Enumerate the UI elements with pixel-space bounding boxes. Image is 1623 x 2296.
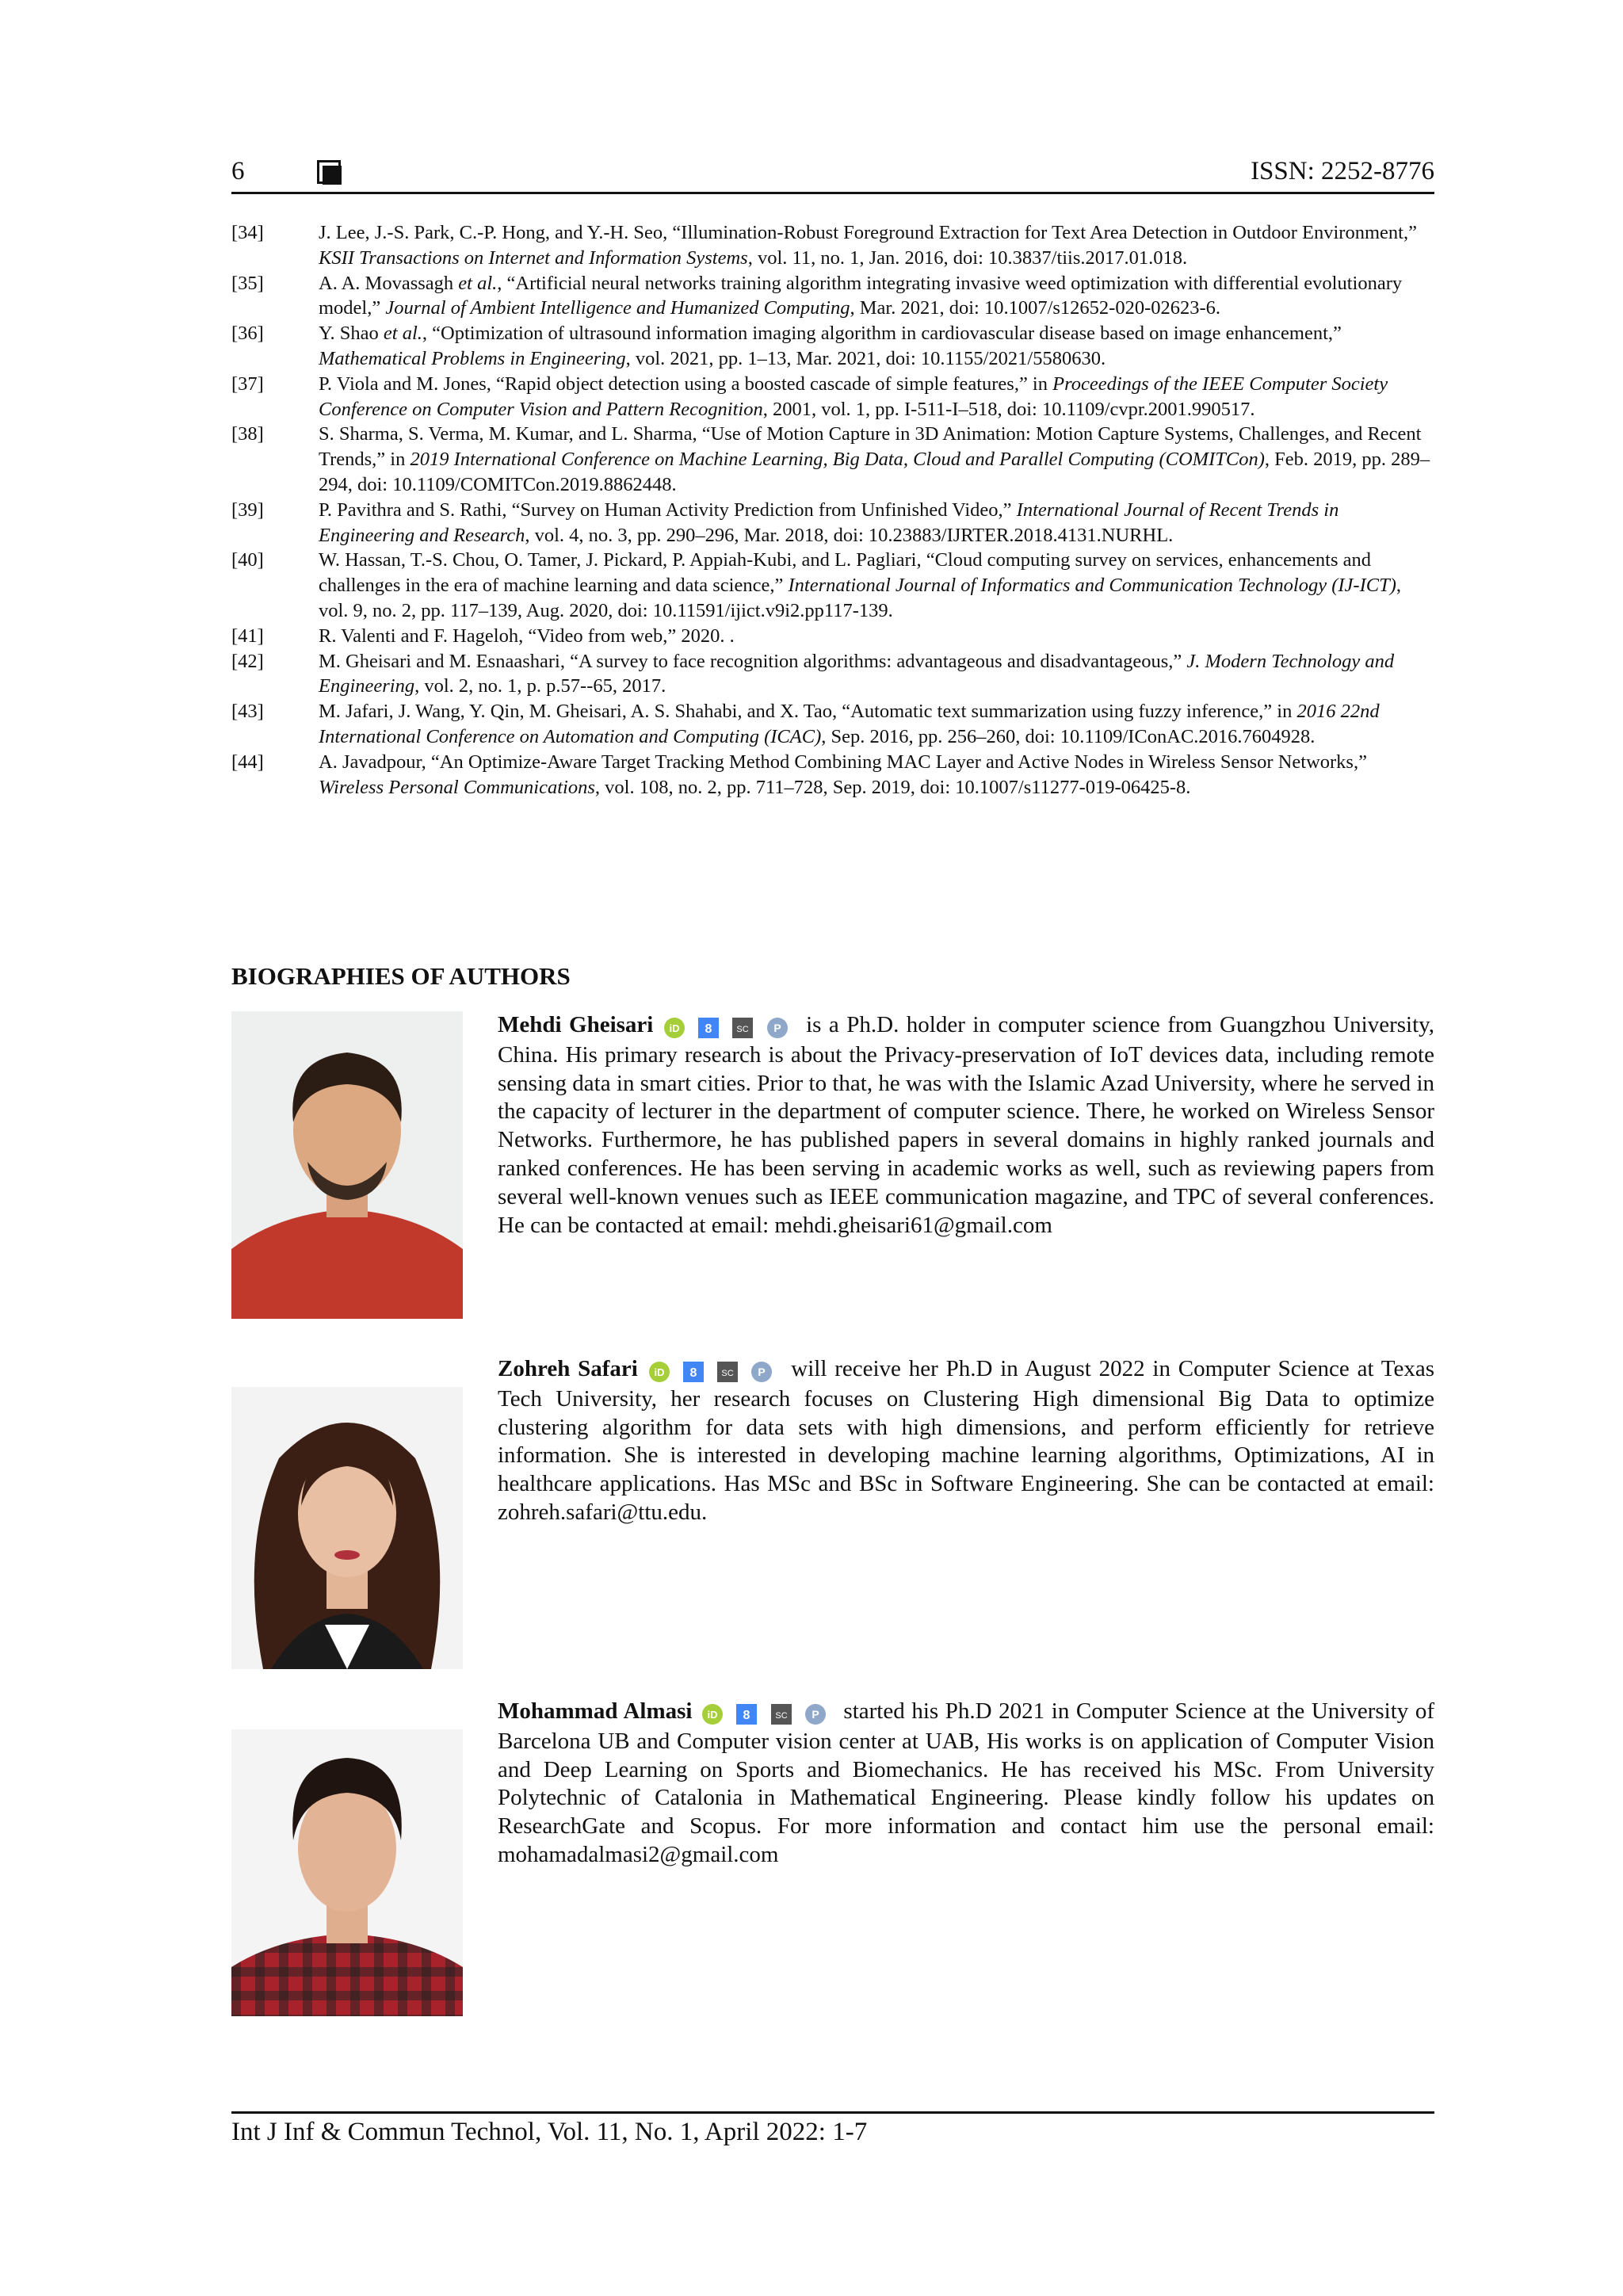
reference-text: [319, 624, 1434, 649]
reference-text: [319, 321, 1434, 372]
reference-italic-segment: Journal of Ambient Intelligence and Humanized Computing: [385, 297, 850, 319]
author-photo: [231, 1729, 463, 2016]
publons-icon[interactable]: [805, 1704, 826, 1725]
reference-item: [231, 548, 1434, 623]
reference-italic-segment: 2016 22nd International Conference on Automation and Computing (ICAC): [319, 701, 1380, 747]
reference-segment: R. Valenti and F. Hageloh, “Video from web,” 2020. .: [319, 625, 735, 647]
author-profile-links: [702, 1699, 834, 1728]
reference-text: [319, 271, 1434, 322]
reference-italic-segment: et al.: [383, 323, 422, 345]
biographies-heading: BIOGRAPHIES OF AUTHORS: [231, 962, 571, 990]
reference-segment: A. Javadpour, “An Optimize-Aware Target Tracking Method Combining MAC Layer and Active Nodes in Wireless Sensor Networks,”: [319, 751, 1367, 773]
reference-text: [319, 220, 1434, 271]
reference-text: [319, 699, 1434, 750]
author-photo: [231, 1387, 463, 1669]
reference-segment: , “Optimization of ultrasound information imaging algorithm in cardiovascular disease based on image enhancement,”: [422, 323, 1342, 345]
reference-italic-segment: J. Modern Technology and Engineering: [319, 650, 1395, 697]
reference-segment: , Sep. 2016, pp. 256–260, doi: 10.1109/IConAC.2016.7604928.: [821, 725, 1316, 747]
reference-number: [39]: [231, 499, 264, 521]
svg-text:iD: iD: [654, 1366, 665, 1379]
reference-number: [37]: [231, 372, 264, 395]
reference-segment: , Mar. 2021, doi: 10.1007/s12652-020-02623-6.: [850, 297, 1221, 319]
google-scholar-icon[interactable]: [736, 1704, 757, 1725]
reference-segment: A. A. Movassagh: [319, 272, 459, 294]
reference-item: [231, 422, 1434, 497]
square-bullet-icon: [317, 160, 341, 184]
reference-italic-segment: 2019 International Conference on Machine Learning, Big Data, Cloud and Parallel Computing (COMITCon): [410, 449, 1265, 471]
publons-icon[interactable]: [767, 1018, 788, 1038]
reference-item: [231, 372, 1434, 422]
reference-italic-segment: Wireless Personal Communications: [319, 776, 595, 798]
google-scholar-icon[interactable]: [683, 1362, 704, 1382]
reference-segment: , vol. 2021, pp. 1–13, Mar. 2021, doi: 10.1155/2021/5580630.: [625, 347, 1106, 369]
author-name: Mehdi Gheisari: [498, 1012, 654, 1037]
reference-text: [319, 498, 1434, 548]
reference-item: [231, 649, 1434, 700]
reference-italic-segment: KSII Transactions on Internet and Information Systems: [319, 246, 748, 269]
author-bio-text: [498, 1355, 1434, 1527]
author-description: started his Ph.D 2021 in Computer Science at the University of Barcelona UB and Computer vision center at UAB, His works is on application of Computer Vision and Deep Learning on Sports and Biomechanics. He has received his MSc. From University Polytechnic of Catalonia in Mathematical Engineering. Please kindly follow his updates on ResearchGate and Scopus. For more information and contact him use the personal email: mohamadalmasi2@gmail.com: [498, 1698, 1435, 1867]
reference-segment: W. Hassan, T.-S. Chou, O. Tamer, J. Pickard, P. Appiah-Kubi, and L. Pagliari, “Cloud computing survey on services, enhancements and challenges in the era of machine learning and data science,”: [319, 549, 1372, 597]
orcid-icon[interactable]: [702, 1704, 723, 1725]
reference-segment: P. Viola and M. Jones, “Rapid object detection using a boosted cascade of simple features,” in: [319, 372, 1053, 395]
reference-segment: M. Gheisari and M. Esnaashari, “A survey to face recognition algorithms: advantageous and disadvantageous,”: [319, 650, 1187, 672]
svg-text:8: 8: [689, 1366, 697, 1381]
reference-segment: , vol. 108, no. 2, pp. 711–728, Sep. 2019, doi: 10.1007/s11277-019-06425-8.: [594, 776, 1191, 798]
issn-label: ISSN: 2252-8776: [1251, 157, 1434, 185]
reference-text: [319, 649, 1434, 700]
journal-footer: Int J Inf & Commun Technol, Vol. 11, No. 1, April 2022: 1-7: [231, 2118, 868, 2146]
reference-text: [319, 372, 1434, 422]
orcid-icon[interactable]: [649, 1362, 670, 1382]
reference-number: [34]: [231, 222, 264, 243]
author-description: is a Ph.D. holder in computer science from Guangzhou University, China. His primary research is about the Privacy-preservation of IoT devices data, including remote sensing data in smart cities. Prior to that, he was with the Islamic Azad University, where he served in the capacity of lecturer in the department of computer science. There, he worked on Wireless Sensor Networks. Furthermore, he has published papers in several domains in highly ranked journals and ranked conferences. He has been serving in academic works as well, such as reviewing papers from several well-known venues such as IEEE communication magazine, and TPC of several conferences. He can be contacted at email: mehdi.gheisari61@gmail.com: [498, 1012, 1435, 1238]
reference-number: [36]: [231, 323, 264, 345]
reference-item: [231, 220, 1434, 271]
reference-italic-segment: Mathematical Problems in Engineering: [319, 347, 626, 369]
svg-text:P: P: [773, 1022, 781, 1035]
reference-italic-segment: International Journal of Recent Trends in Engineering and Research: [319, 499, 1339, 546]
svg-text:P: P: [758, 1366, 766, 1379]
author-name: Zohreh Safari: [498, 1356, 638, 1381]
page-number: 6: [231, 157, 245, 185]
reference-italic-segment: et al.: [458, 272, 498, 294]
reference-segment: , vol. 2, no. 1, p. p.57--65, 2017.: [414, 675, 666, 697]
svg-text:8: 8: [743, 1709, 750, 1723]
reference-segment: , 2001, vol. 1, pp. I-511-I–518, doi: 10.1109/cvpr.2001.990517.: [762, 398, 1255, 420]
svg-text:SC: SC: [736, 1025, 749, 1035]
footer-divider: [231, 2111, 1434, 2114]
page-header: [231, 157, 1434, 193]
svg-text:P: P: [812, 1708, 819, 1721]
svg-text:iD: iD: [707, 1709, 718, 1721]
author-photo: [231, 1011, 463, 1319]
orcid-icon[interactable]: [664, 1018, 685, 1038]
reference-segment: M. Jafari, J. Wang, Y. Qin, M. Gheisari, A. S. Shahabi, and X. Tao, “Automatic text summarization using fuzzy inference,” in: [319, 701, 1297, 723]
publons-icon[interactable]: [751, 1362, 772, 1382]
reference-item: [231, 699, 1434, 750]
reference-segment: , “Artificial neural networks training algorithm integrating invasive weed optimization with differential evolutionary model,”: [319, 272, 1403, 319]
reference-segment: S. Sharma, S. Verma, M. Kumar, and L. Sharma, “Use of Motion Capture in 3D Animation: Motion Capture Systems, Challenges, and Recent Trends,” in: [319, 423, 1422, 471]
reference-text: [319, 750, 1434, 800]
reference-number: [38]: [231, 423, 264, 445]
reference-list: [231, 220, 1434, 800]
reference-segment: , vol. 4, no. 3, pp. 290–296, Mar. 2018, doi: 10.23883/IJRTER.2018.4131.NURHL.: [525, 524, 1174, 546]
reference-number: [35]: [231, 272, 264, 294]
author-bio-text: [498, 1698, 1434, 1870]
reference-item: [231, 624, 1434, 649]
author-bio-text: [498, 1011, 1434, 1240]
reference-item: [231, 498, 1434, 548]
reference-text: [319, 422, 1434, 497]
svg-text:iD: iD: [669, 1022, 680, 1035]
scopus-icon[interactable]: [771, 1704, 792, 1725]
svg-text:SC: SC: [774, 1711, 788, 1721]
scopus-icon[interactable]: [717, 1362, 738, 1382]
google-scholar-icon[interactable]: [698, 1018, 719, 1038]
reference-italic-segment: Proceedings of the IEEE Computer Society Conference on Computer Vision and Pattern Recognition: [319, 372, 1388, 420]
reference-segment: P. Pavithra and S. Rathi, “Survey on Human Activity Prediction from Unfinished Video,”: [319, 499, 1017, 521]
reference-item: [231, 321, 1434, 372]
reference-segment: , Feb. 2019, pp. 289–294, doi: 10.1109/COMITCon.2019.8862448.: [319, 449, 1430, 495]
author-profile-links: [649, 1357, 781, 1385]
reference-number: [42]: [231, 650, 264, 672]
svg-text:SC: SC: [721, 1369, 734, 1379]
reference-text: [319, 548, 1434, 623]
author-description: will receive her Ph.D in August 2022 in Computer Science at Texas Tech University, her research focuses on Clustering High dimensional Big Data to optimize clustering algorithm for data sets with high dimensions, and perform efficiently for retrieve information. She is interested in developing machine learning algorithms, Optimizations, AI in healthcare applications. Has MSc and BSc in Software Engineering. She can be contacted at email: zohreh.safari@ttu.edu.: [498, 1356, 1435, 1525]
scopus-icon[interactable]: [732, 1018, 753, 1038]
reference-item: [231, 750, 1434, 800]
reference-segment: J. Lee, J.-S. Park, C.-P. Hong, and Y.-H. Seo, “Illumination-Robust Foreground Extraction for Text Area Detection in Outdoor Environment,”: [319, 222, 1417, 243]
reference-number: [43]: [231, 701, 264, 723]
reference-segment: , vol. 9, no. 2, pp. 117–139, Aug. 2020, doi: 10.11591/ijict.v9i2.pp117-139.: [319, 575, 1401, 621]
header-divider: [231, 192, 1434, 194]
author-profile-links: [664, 1013, 796, 1041]
reference-segment: Y. Shao: [319, 323, 384, 345]
reference-item: [231, 271, 1434, 322]
svg-text:8: 8: [705, 1022, 712, 1037]
reference-italic-segment: International Journal of Informatics and Communication Technology (IJ-ICT): [788, 575, 1396, 597]
reference-number: [41]: [231, 625, 264, 647]
reference-number: [44]: [231, 751, 264, 773]
reference-number: [40]: [231, 549, 264, 571]
reference-segment: , vol. 11, no. 1, Jan. 2016, doi: 10.3837/tiis.2017.01.018.: [747, 246, 1188, 269]
author-name: Mohammad Almasi: [498, 1698, 693, 1724]
